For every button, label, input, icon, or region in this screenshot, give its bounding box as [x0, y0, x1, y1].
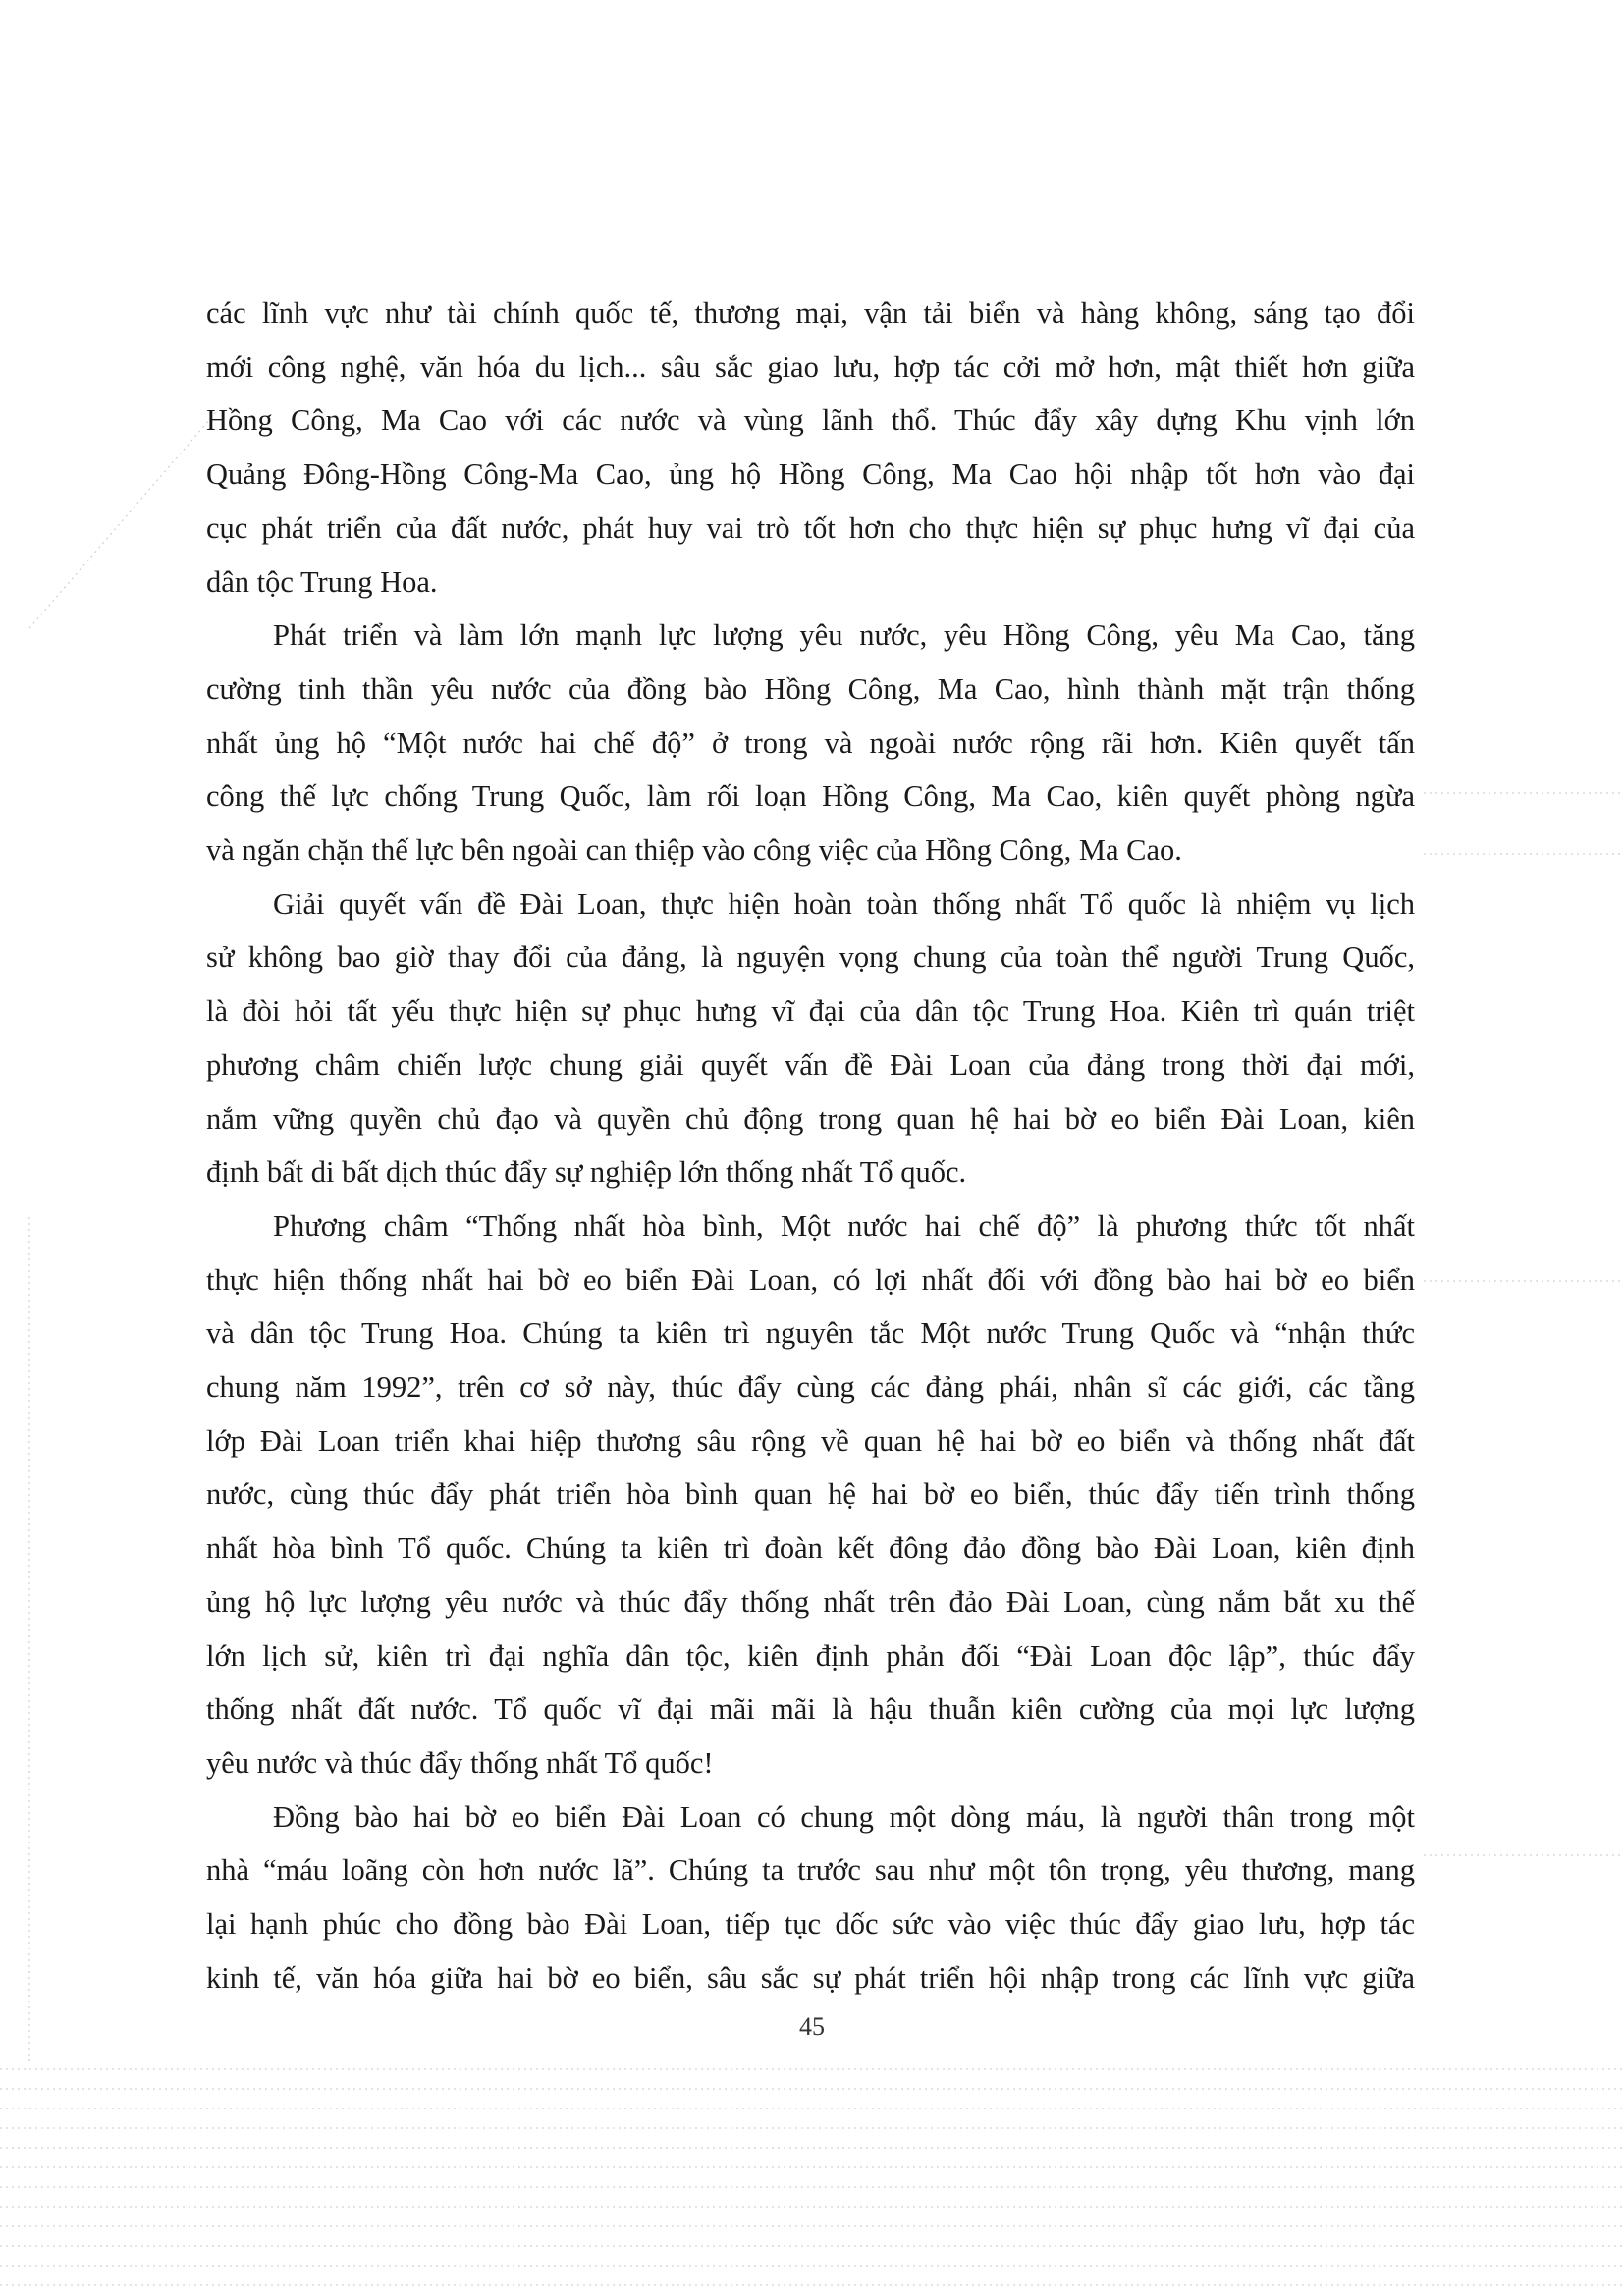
text-line: lại hạnh phúc cho đồng bào Đài Loan, tiếp tục dốc sức vào việc thúc đẩy giao lưu, hợp tác	[206, 1907, 1415, 1942]
text-line: nhất ủng hộ “Một nước hai chế độ” ở trong và ngoài nước rộng rãi hơn. Kiên quyết tấn	[206, 725, 1415, 760]
text-line: nhất hòa bình Tổ quốc. Chúng ta kiên trì đoàn kết đông đảo đồng bào Đài Loan, kiên định	[206, 1531, 1415, 1566]
text-line: ủng hộ lực lượng yêu nước và thúc đẩy thống nhất trên đảo Đài Loan, cùng nắm bắt xu thế	[206, 1584, 1415, 1619]
text-line: mới công nghệ, văn hóa du lịch... sâu sắc giao lưu, hợp tác cởi mở hơn, mật thiết hơn giữa	[206, 349, 1415, 384]
paragraph-4	[206, 1200, 1415, 1790]
body-text	[206, 287, 1415, 2005]
text-line: thực hiện thống nhất hai bờ eo biển Đài Loan, có lợi nhất đối với đồng bào hai bờ eo biển	[206, 1262, 1415, 1297]
paragraph-1	[206, 287, 1415, 609]
paragraph-5	[206, 1790, 1415, 2005]
page-number: 45	[799, 2012, 825, 2041]
text-line: dân tộc Trung Hoa.	[206, 564, 438, 599]
text-line: Quảng Đông-Hồng Công-Ma Cao, ủng hộ Hồng Công, Ma Cao hội nhập tốt hơn vào đại	[206, 457, 1415, 492]
text-line: định bất di bất dịch thúc đẩy sự nghiệp lớn thống nhất Tổ quốc.	[206, 1155, 967, 1190]
text-line: Đồng bào hai bờ eo biển Đài Loan có chung một dòng máu, là người thân trong một	[273, 1799, 1415, 1834]
text-line: là đòi hỏi tất yếu thực hiện sự phục hưng vĩ đại của dân tộc Trung Hoa. Kiên trì quán triệt	[206, 994, 1415, 1029]
text-line: lớn lịch sử, kiên trì đại nghĩa dân tộc, kiên định phản đối “Đài Loan độc lập”, thúc đẩy	[206, 1638, 1415, 1673]
text-line: công thế lực chống Trung Quốc, làm rối loạn Hồng Công, Ma Cao, kiên quyết phòng ngừa	[206, 779, 1415, 814]
text-line: phương châm chiến lược chung giải quyết vấn đề Đài Loan của đảng trong thời đại mới,	[206, 1047, 1415, 1082]
text-line: nắm vững quyền chủ đạo và quyền chủ động trong quan hệ hai bờ eo biển Đài Loan, kiên	[206, 1101, 1415, 1136]
text-line: kinh tế, văn hóa giữa hai bờ eo biển, sâu sắc sự phát triển hội nhập trong các lĩnh vực giữa	[206, 1960, 1415, 1995]
paragraph-2	[206, 609, 1415, 878]
text-line: lớp Đài Loan triển khai hiệp thương sâu rộng về quan hệ hai bờ eo biển và thống nhất đất	[206, 1423, 1415, 1458]
text-line: các lĩnh vực như tài chính quốc tế, thương mại, vận tải biển và hàng không, sáng tạo đổi	[206, 296, 1415, 330]
text-line: nước, cùng thúc đẩy phát triển hòa bình quan hệ hai bờ eo biển, thúc đẩy tiến trình thống	[206, 1477, 1415, 1512]
text-line: và ngăn chặn thế lực bên ngoài can thiệp vào công việc của Hồng Công, Ma Cao.	[206, 833, 1182, 868]
text-line: yêu nước và thúc đẩy thống nhất Tổ quốc!	[206, 1745, 714, 1780]
paragraph-3	[206, 878, 1415, 1200]
text-line: Phát triển và làm lớn mạnh lực lượng yêu nước, yêu Hồng Công, yêu Ma Cao, tăng	[273, 618, 1415, 653]
text-line: Phương châm “Thống nhất hòa bình, Một nước hai chế độ” là phương thức tốt nhất	[273, 1208, 1415, 1243]
text-line: cường tinh thần yêu nước của đồng bào Hồng Công, Ma Cao, hình thành mặt trận thống	[206, 671, 1415, 706]
text-line: Giải quyết vấn đề Đài Loan, thực hiện hoàn toàn thống nhất Tổ quốc là nhiệm vụ lịch	[273, 886, 1415, 921]
text-line: Hồng Công, Ma Cao với các nước và vùng lãnh thổ. Thúc đẩy xây dựng Khu vịnh lớn	[206, 403, 1415, 438]
text-line: cục phát triển của đất nước, phát huy vai trò tốt hơn cho thực hiện sự phục hưng vĩ đại của	[206, 510, 1415, 545]
text-line: và dân tộc Trung Hoa. Chúng ta kiên trì nguyên tắc Một nước Trung Quốc và “nhận thức	[206, 1316, 1415, 1351]
text-line: thống nhất đất nước. Tổ quốc vĩ đại mãi mãi là hậu thuẫn kiên cường của mọi lực lượng	[206, 1692, 1415, 1727]
text-line: chung năm 1992”, trên cơ sở này, thúc đẩy cùng các đảng phái, nhân sĩ các giới, các tầng	[206, 1370, 1415, 1405]
text-line: nhà “máu loãng còn hơn nước lã”. Chúng ta trước sau như một tôn trọng, yêu thương, mang	[206, 1853, 1415, 1888]
text-line: sử không bao giờ thay đổi của đảng, là nguyện vọng chung của toàn thể người Trung Quốc,	[206, 940, 1415, 975]
